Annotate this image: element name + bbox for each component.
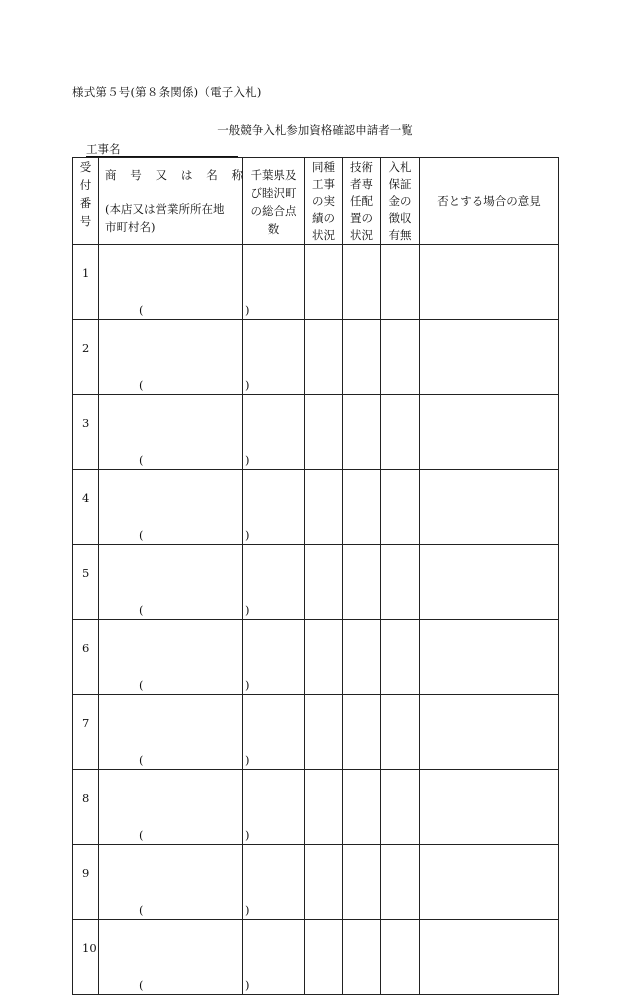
engineer-assignment-cell[interactable] (343, 545, 381, 620)
close-paren: ) (245, 753, 250, 767)
trade-name-cell[interactable] (99, 770, 250, 845)
total-points-cell[interactable] (243, 320, 305, 395)
receipt-number-cell: 2 (73, 320, 99, 395)
table-row (73, 770, 559, 845)
opinion-cell[interactable] (420, 695, 559, 770)
open-paren: ( (139, 978, 144, 992)
close-paren: ) (245, 678, 250, 692)
trade-name-cell[interactable] (99, 620, 250, 695)
open-paren: ( (139, 828, 144, 842)
trade-name-cell[interactable] (99, 545, 250, 620)
table-row (73, 470, 559, 545)
bid-deposit-cell[interactable] (381, 545, 420, 620)
total-points-cell[interactable] (243, 545, 305, 620)
opinion-cell[interactable] (420, 845, 559, 920)
close-paren: ) (245, 378, 250, 392)
similar-works-cell[interactable] (305, 470, 343, 545)
table-row (73, 320, 559, 395)
engineer-assignment-cell[interactable] (343, 770, 381, 845)
close-paren: ) (245, 903, 250, 917)
bid-deposit-cell[interactable] (381, 395, 420, 470)
opinion-cell[interactable] (420, 320, 559, 395)
similar-works-cell[interactable] (305, 395, 343, 470)
similar-works-cell[interactable] (305, 245, 343, 320)
opinion-cell[interactable] (420, 620, 559, 695)
similar-works-cell[interactable] (305, 845, 343, 920)
total-points-cell[interactable] (243, 695, 305, 770)
header-engineer-assignment: 技術 者専 任配 置の 状況 (343, 158, 381, 245)
total-points-cell[interactable] (243, 920, 305, 995)
open-paren: ( (139, 903, 144, 917)
opinion-cell[interactable] (420, 920, 559, 995)
trade-name-cell[interactable] (99, 920, 250, 995)
engineer-assignment-cell[interactable] (343, 395, 381, 470)
bid-deposit-cell[interactable] (381, 920, 420, 995)
similar-works-cell[interactable] (305, 545, 343, 620)
trade-name-cell[interactable] (99, 695, 250, 770)
close-paren: ) (245, 603, 250, 617)
similar-works-cell[interactable] (305, 620, 343, 695)
receipt-number-cell: 1 (73, 245, 99, 320)
bid-deposit-cell[interactable] (381, 845, 420, 920)
table-row (73, 395, 559, 470)
engineer-assignment-cell[interactable] (343, 245, 381, 320)
engineer-assignment-cell[interactable] (343, 845, 381, 920)
total-points-cell[interactable] (243, 620, 305, 695)
open-paren: ( (139, 528, 144, 542)
open-paren: ( (139, 753, 144, 767)
opinion-cell[interactable] (420, 245, 559, 320)
header-total-points: 千葉県及 び睦沢町 の総合点 数 (243, 158, 305, 245)
document-title: 一般競争入札参加資格確認申請者一覧 (217, 123, 413, 137)
header-similar-works: 同種 工事 の実 績の 状況 (305, 158, 343, 245)
trade-name-cell[interactable] (99, 245, 250, 320)
open-paren: ( (139, 603, 144, 617)
bid-deposit-cell[interactable] (381, 320, 420, 395)
receipt-number-cell: 4 (73, 470, 99, 545)
close-paren: ) (245, 828, 250, 842)
total-points-cell[interactable] (243, 395, 305, 470)
receipt-number-cell: 3 (73, 395, 99, 470)
form-number: 様式第５号(第８条関係)（電子入札) (72, 85, 262, 99)
bid-deposit-cell[interactable] (381, 470, 420, 545)
table-row (73, 845, 559, 920)
open-paren: ( (139, 453, 144, 467)
similar-works-cell[interactable] (305, 320, 343, 395)
total-points-cell[interactable] (243, 245, 305, 320)
total-points-cell[interactable] (243, 470, 305, 545)
table-row (73, 245, 559, 320)
close-paren: ) (245, 303, 250, 317)
opinion-cell[interactable] (420, 770, 559, 845)
receipt-number-cell: 9 (73, 845, 99, 920)
close-paren: ) (245, 978, 250, 992)
header-bid-deposit: 入札 保証 金の 徴収 有無 (381, 158, 420, 245)
similar-works-cell[interactable] (305, 920, 343, 995)
total-points-cell[interactable] (243, 845, 305, 920)
receipt-number-cell: 5 (73, 545, 99, 620)
engineer-assignment-cell[interactable] (343, 695, 381, 770)
trade-name-cell[interactable] (99, 470, 250, 545)
table-row (73, 920, 559, 995)
bid-deposit-cell[interactable] (381, 695, 420, 770)
bid-deposit-cell[interactable] (381, 620, 420, 695)
engineer-assignment-cell[interactable] (343, 320, 381, 395)
total-points-cell[interactable] (243, 770, 305, 845)
engineer-assignment-cell[interactable] (343, 920, 381, 995)
trade-name-cell[interactable] (99, 845, 250, 920)
open-paren: ( (139, 678, 144, 692)
receipt-number-cell: 6 (73, 620, 99, 695)
bid-deposit-cell[interactable] (381, 245, 420, 320)
header-row (73, 158, 559, 245)
engineer-assignment-cell[interactable] (343, 470, 381, 545)
table-row (73, 545, 559, 620)
trade-name-cell[interactable] (99, 320, 250, 395)
similar-works-cell[interactable] (305, 695, 343, 770)
opinion-cell[interactable] (420, 395, 559, 470)
opinion-cell[interactable] (420, 470, 559, 545)
table-row (73, 620, 559, 695)
close-paren: ) (245, 453, 250, 467)
receipt-number-cell: 10 (73, 920, 99, 995)
receipt-number-cell: 8 (73, 770, 99, 845)
trade-name-cell[interactable] (99, 395, 250, 470)
table-row (73, 695, 559, 770)
header-opinion: 否とする場合の意見 (420, 158, 559, 245)
receipt-number-cell: 7 (73, 695, 99, 770)
header-trade-name: 商 号 又 は 名 称 (本店又は営業所所在地 市町村名) (99, 158, 243, 245)
project-name-label: 工事名 (86, 142, 121, 156)
open-paren: ( (139, 378, 144, 392)
project-name-field[interactable] (86, 142, 238, 157)
open-paren: ( (139, 303, 144, 317)
applicant-list-table (72, 157, 559, 995)
close-paren: ) (245, 528, 250, 542)
opinion-cell[interactable] (420, 545, 559, 620)
bid-deposit-cell[interactable] (381, 770, 420, 845)
engineer-assignment-cell[interactable] (343, 620, 381, 695)
header-receipt-number: 受 付 番 号 (73, 158, 99, 245)
similar-works-cell[interactable] (305, 770, 343, 845)
